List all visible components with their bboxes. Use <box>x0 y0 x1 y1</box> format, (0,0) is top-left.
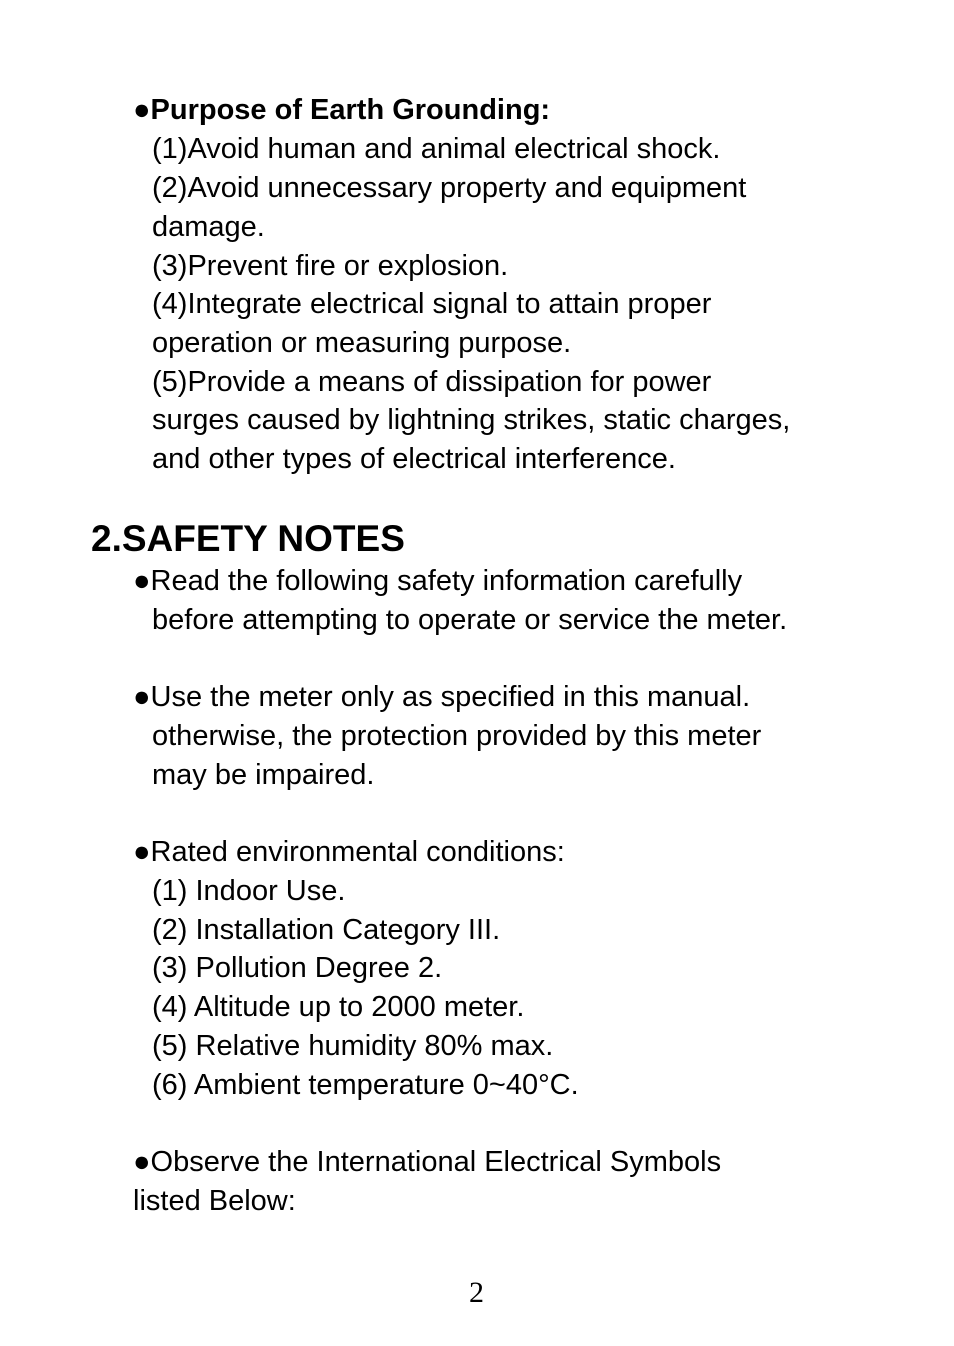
grounding-heading: ●Purpose of Earth Grounding: <box>133 94 551 126</box>
rated-heading: ●Rated environmental conditions: <box>133 836 565 868</box>
rated-item: (6) Ambient temperature 0~40°C. <box>152 1069 579 1101</box>
grounding-line: (5)Provide a means of dissipation for power <box>152 366 712 398</box>
note-read-line: before attempting to operate or service the meter. <box>152 604 788 636</box>
note-observe-line: ●Observe the International Electrical Symbols <box>133 1146 722 1178</box>
section-title: 2.SAFETY NOTES <box>91 518 405 559</box>
note-use-line: ●Use the meter only as specified in this manual. <box>133 681 751 713</box>
note-read-line: ●Read the following safety information carefully <box>133 565 743 597</box>
grounding-line: and other types of electrical interference. <box>152 443 676 475</box>
grounding-line: (2)Avoid unnecessary property and equipment <box>152 172 747 204</box>
grounding-line: damage. <box>152 211 265 243</box>
note-use-line: may be impaired. <box>152 759 375 791</box>
page-number: 2 <box>469 1276 484 1309</box>
grounding-line: (4)Integrate electrical signal to attain proper <box>152 288 712 320</box>
grounding-line: (1)Avoid human and animal electrical shock. <box>152 133 721 165</box>
note-use-line: otherwise, the protection provided by this meter <box>152 720 762 752</box>
rated-item: (4) Altitude up to 2000 meter. <box>152 991 525 1023</box>
rated-item: (5) Relative humidity 80% max. <box>152 1030 554 1062</box>
rated-item: (1) Indoor Use. <box>152 875 346 907</box>
grounding-line: operation or measuring purpose. <box>152 327 572 359</box>
note-observe-line: listed Below: <box>133 1185 296 1217</box>
grounding-line: surges caused by lightning strikes, static charges, <box>152 404 791 436</box>
rated-item: (3) Pollution Degree 2. <box>152 952 443 984</box>
rated-item: (2) Installation Category III. <box>152 914 501 946</box>
grounding-line: (3)Prevent fire or explosion. <box>152 250 509 282</box>
